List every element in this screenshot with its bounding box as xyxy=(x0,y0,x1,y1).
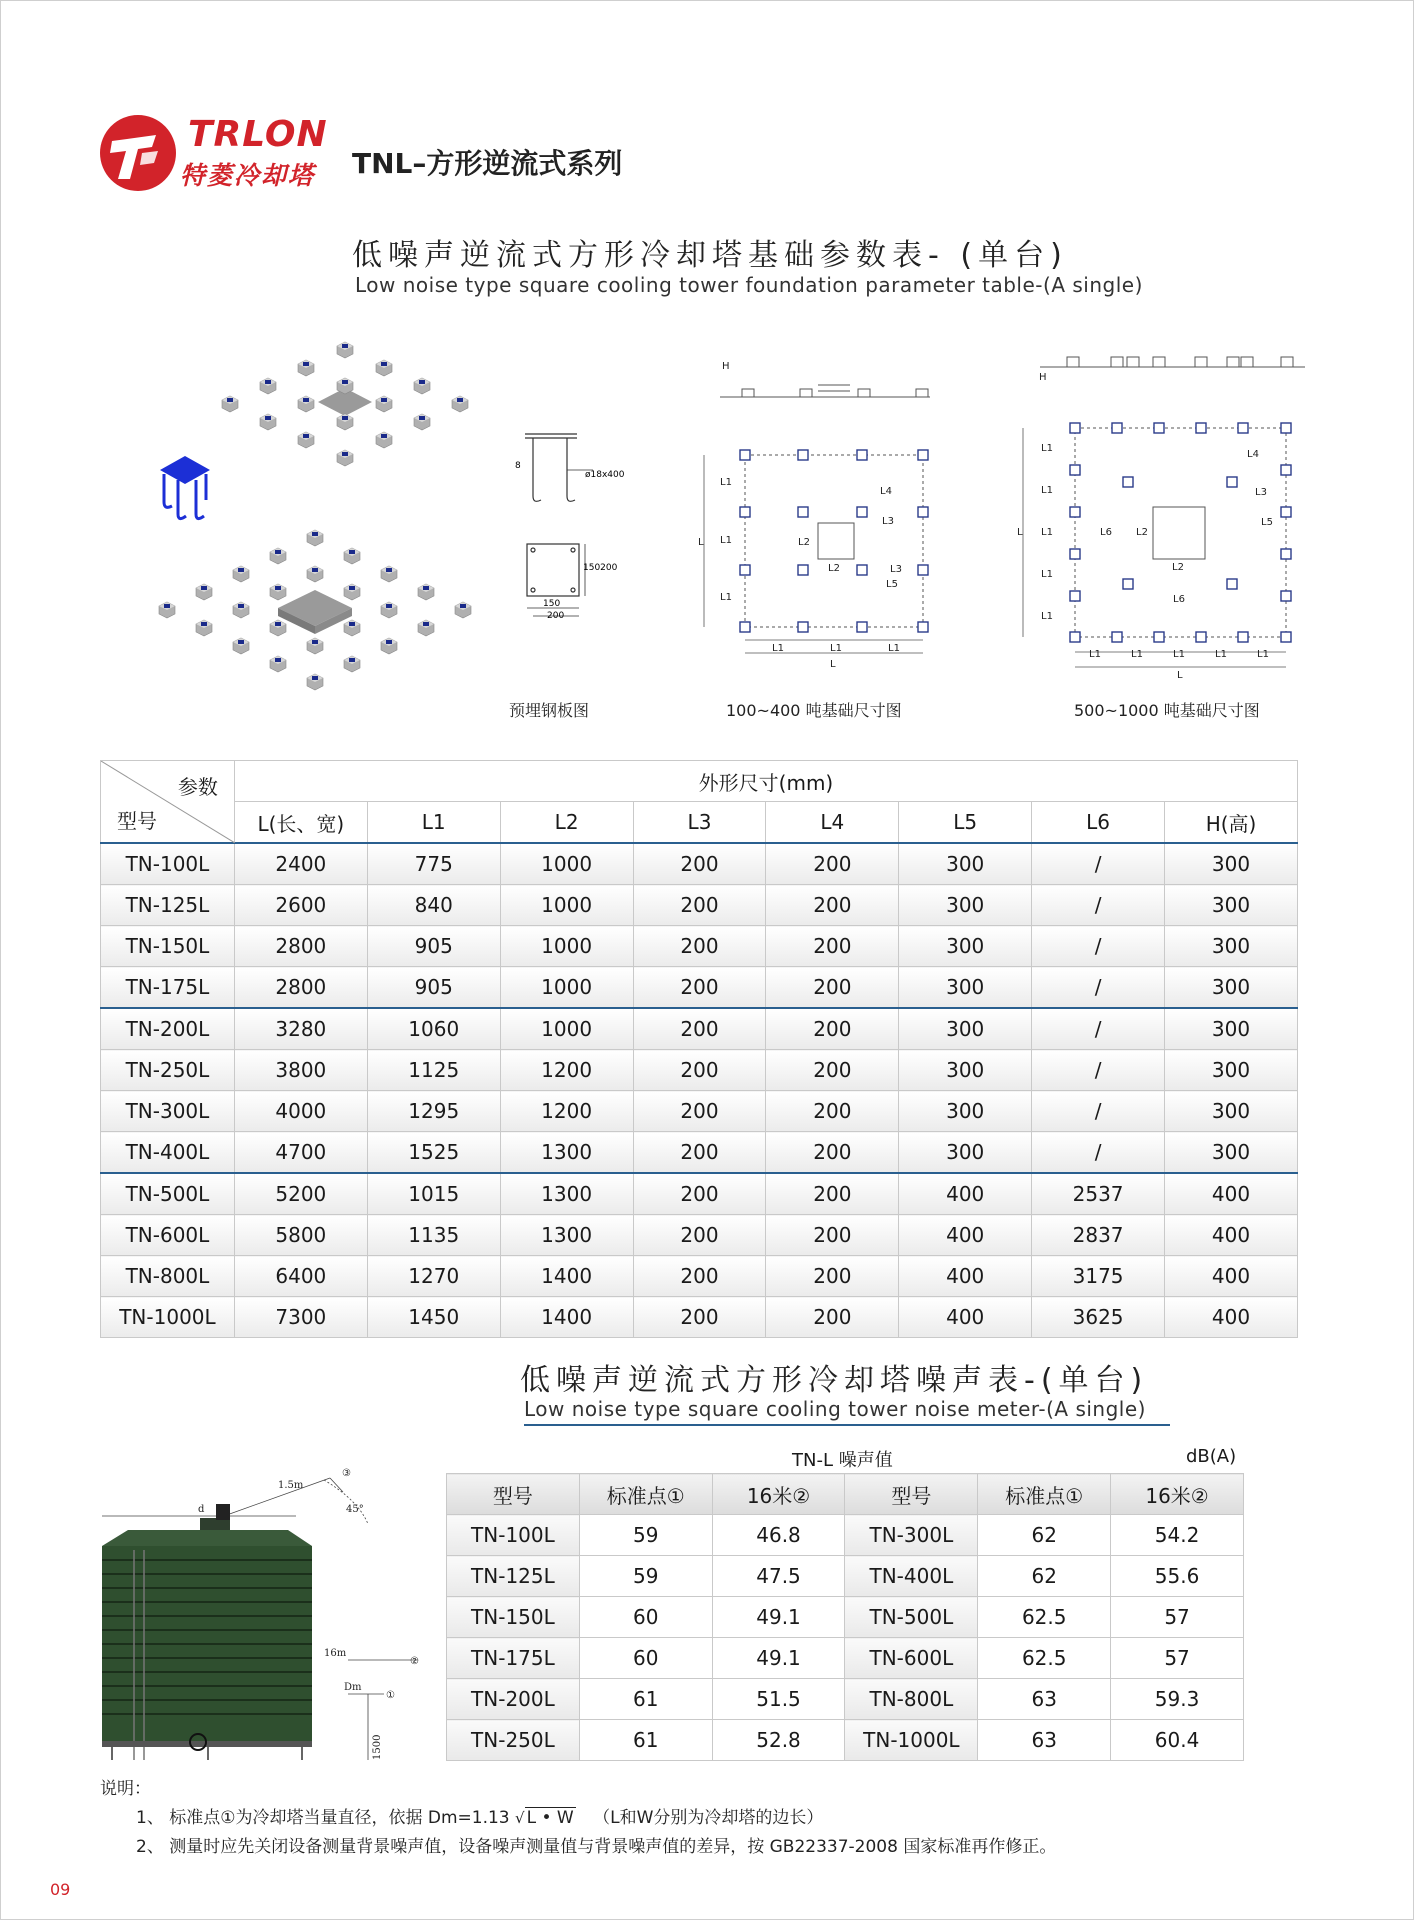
plan1-label-L4: L4 xyxy=(880,486,892,497)
noise-value-cell: 54.2 xyxy=(1111,1515,1244,1556)
value-cell: 7300 xyxy=(234,1297,367,1338)
value-cell: / xyxy=(1032,926,1165,967)
value-cell: 200 xyxy=(633,1173,766,1215)
noise-value-cell: 61 xyxy=(579,1679,712,1720)
column-header-row xyxy=(101,802,1298,844)
noise-value-cell: 61 xyxy=(579,1720,712,1761)
table-row xyxy=(101,1297,1298,1338)
tower-label-point3: ③ xyxy=(342,1468,351,1479)
model-cell: TN-800L xyxy=(845,1679,978,1720)
value-cell: 1200 xyxy=(500,1091,633,1132)
value-cell: 400 xyxy=(899,1297,1032,1338)
corner-header-cell xyxy=(101,761,235,844)
plan2-label-L1-j: L1 xyxy=(1257,649,1269,660)
value-cell: 300 xyxy=(1165,1132,1298,1174)
value-cell: 1400 xyxy=(500,1297,633,1338)
plan1-label-L3b: L3 xyxy=(890,564,902,575)
value-cell: 400 xyxy=(1165,1256,1298,1297)
column-header: L2 xyxy=(500,802,633,844)
brand-name-cn: 特菱冷却塔 xyxy=(180,161,316,190)
model-cell: TN-300L xyxy=(101,1091,235,1132)
value-cell: 5200 xyxy=(234,1173,367,1215)
plan2-label-L1-a: L1 xyxy=(1041,443,1053,454)
value-cell: 300 xyxy=(1165,967,1298,1009)
noise-value-cell: 46.8 xyxy=(712,1515,845,1556)
value-cell: 200 xyxy=(633,1050,766,1091)
page-number: 09 xyxy=(50,1880,71,1899)
value-cell: 400 xyxy=(1165,1297,1298,1338)
plan2-label-L4: L4 xyxy=(1247,449,1259,460)
noise-value-cell: 47.5 xyxy=(712,1556,845,1597)
model-cell: TN-150L xyxy=(101,926,235,967)
corner-param-label: 参数 xyxy=(177,775,218,799)
column-header: L(长、宽) xyxy=(234,802,367,844)
value-cell: 6400 xyxy=(234,1256,367,1297)
value-cell: 200 xyxy=(766,1050,899,1091)
value-cell: 200 xyxy=(766,885,899,926)
value-cell: 905 xyxy=(367,967,500,1009)
plan1-label-L1-a: L1 xyxy=(720,477,732,488)
table-row xyxy=(101,1256,1298,1297)
table-row xyxy=(101,967,1298,1009)
value-cell: 1300 xyxy=(500,1215,633,1256)
value-cell: 200 xyxy=(633,843,766,885)
noise-unit: dB(A) xyxy=(1186,1446,1237,1467)
value-cell: 5800 xyxy=(234,1215,367,1256)
value-cell: 300 xyxy=(1165,926,1298,967)
value-cell: 200 xyxy=(766,1132,899,1174)
value-cell: 200 xyxy=(766,1297,899,1338)
plan2-label-L1-f: L1 xyxy=(1089,649,1101,660)
embedded-plate-drawing xyxy=(505,420,645,630)
model-cell: TN-400L xyxy=(845,1556,978,1597)
column-header: H(高) xyxy=(1165,802,1298,844)
noise-column-header: 型号 xyxy=(447,1474,580,1515)
brand-name-en: TRLON xyxy=(188,114,328,155)
table-row xyxy=(101,1215,1298,1256)
noise-title-underline xyxy=(524,1424,1170,1426)
foundation-parameter-table xyxy=(100,760,1298,1338)
plan1-label-L1-d: L1 xyxy=(772,643,784,654)
model-cell: TN-175L xyxy=(101,967,235,1009)
noise-title-cn: 低噪声逆流式方形冷却塔噪声表-(单台) xyxy=(520,1363,1149,1398)
value-cell: 300 xyxy=(1165,843,1298,885)
noise-column-header: 16米② xyxy=(712,1474,845,1515)
noise-value-cell: 51.5 xyxy=(712,1679,845,1720)
value-cell: 200 xyxy=(766,1091,899,1132)
noise-value-cell: 60.4 xyxy=(1111,1720,1244,1761)
value-cell: 300 xyxy=(899,926,1032,967)
value-cell: / xyxy=(1032,843,1165,885)
value-cell: 200 xyxy=(766,1215,899,1256)
noise-table-row xyxy=(447,1638,1244,1679)
value-cell: 2800 xyxy=(234,967,367,1009)
value-cell: 300 xyxy=(1165,885,1298,926)
tower-label-point2: ② xyxy=(410,1656,419,1667)
model-cell: TN-600L xyxy=(101,1215,235,1256)
noise-table-row xyxy=(447,1515,1244,1556)
noise-column-header: 型号 xyxy=(845,1474,978,1515)
caption-plan-500-1000: 500~1000 吨基础尺寸图 xyxy=(1074,701,1260,720)
value-cell: 775 xyxy=(367,843,500,885)
value-cell: 1270 xyxy=(367,1256,500,1297)
value-cell: 2600 xyxy=(234,885,367,926)
table-row xyxy=(101,885,1298,926)
value-cell: 1295 xyxy=(367,1091,500,1132)
plan1-label-L1-f: L1 xyxy=(888,643,900,654)
value-cell: 1135 xyxy=(367,1215,500,1256)
note-1-suffix: （L和W分别为冷却塔的边长） xyxy=(593,1808,824,1828)
plan1-label-L1-e: L1 xyxy=(830,643,842,654)
column-header: L5 xyxy=(899,802,1032,844)
noise-table-row xyxy=(447,1720,1244,1761)
model-cell: TN-1000L xyxy=(845,1720,978,1761)
caption-embedded-plate: 预埋钢板图 xyxy=(509,701,590,720)
noise-title-en: Low noise type square cooling tower noise meter-(A single) xyxy=(524,1397,1146,1421)
plan2-label-L6-h: L6 xyxy=(1173,594,1185,605)
value-cell: 200 xyxy=(633,1256,766,1297)
value-cell: / xyxy=(1032,885,1165,926)
noise-value-cell: 59 xyxy=(579,1556,712,1597)
value-cell: 200 xyxy=(633,926,766,967)
value-cell: 1300 xyxy=(500,1132,633,1174)
value-cell: 1000 xyxy=(500,843,633,885)
value-cell: / xyxy=(1032,1132,1165,1174)
plan2-label-L2-h: L2 xyxy=(1172,562,1184,573)
tower-label-radius: 1.5m xyxy=(278,1480,304,1491)
note-2: 2、 测量时应先关闭设备测量背景噪声值，设备噪声测量值与背景噪声值的差异，按 GB22337-2008 国家标准再作修正。 xyxy=(136,1837,1057,1857)
model-cell: TN-100L xyxy=(101,843,235,885)
model-cell: TN-125L xyxy=(101,885,235,926)
value-cell: 400 xyxy=(1165,1215,1298,1256)
noise-column-header: 16米② xyxy=(1111,1474,1244,1515)
caption-plan-100-400: 100~400 吨基础尺寸图 xyxy=(726,701,902,720)
value-cell: 4000 xyxy=(234,1091,367,1132)
model-cell: TN-100L xyxy=(447,1515,580,1556)
plan1-label-L-horiz: L xyxy=(830,659,836,670)
plan2-label-L1-g: L1 xyxy=(1131,649,1143,660)
plan1-label-L3: L3 xyxy=(882,516,894,527)
model-cell: TN-500L xyxy=(101,1173,235,1215)
model-cell: TN-175L xyxy=(447,1638,580,1679)
noise-value-cell: 62 xyxy=(978,1515,1111,1556)
table-row xyxy=(101,1091,1298,1132)
model-cell: TN-200L xyxy=(447,1679,580,1720)
value-cell: 1015 xyxy=(367,1173,500,1215)
noise-table-row xyxy=(447,1679,1244,1720)
noise-value-cell: 59.3 xyxy=(1111,1679,1244,1720)
model-cell: TN-1000L xyxy=(101,1297,235,1338)
value-cell: / xyxy=(1032,1091,1165,1132)
tower-label-d: d xyxy=(198,1504,205,1515)
tower-label-angle: 45° xyxy=(346,1504,364,1515)
noise-value-cell: 59 xyxy=(579,1515,712,1556)
value-cell: 1060 xyxy=(367,1008,500,1050)
noise-table-body xyxy=(447,1515,1244,1761)
plate-dim-rod: ø18x400 xyxy=(585,470,625,480)
noise-value-cell: 62 xyxy=(978,1556,1111,1597)
plan1-label-L-vert: L xyxy=(698,537,704,548)
value-cell: 300 xyxy=(1165,1091,1298,1132)
column-header: L6 xyxy=(1032,802,1165,844)
model-cell: TN-600L xyxy=(845,1638,978,1679)
plate-dim-8: 8 xyxy=(515,461,521,471)
plan2-label-L1-e: L1 xyxy=(1041,611,1053,622)
noise-table-row xyxy=(447,1556,1244,1597)
model-cell: TN-250L xyxy=(447,1720,580,1761)
value-cell: 200 xyxy=(766,1008,899,1050)
value-cell: 200 xyxy=(633,1215,766,1256)
model-cell: TN-300L xyxy=(845,1515,978,1556)
plan2-label-L5: L5 xyxy=(1261,517,1273,528)
value-cell: 300 xyxy=(899,1050,1032,1091)
plan2-label-L6-v: L6 xyxy=(1100,527,1112,538)
plan1-label-L1-c: L1 xyxy=(720,592,732,603)
foundation-title-cn: 低噪声逆流式方形冷却塔基础参数表- (单台) xyxy=(352,238,1068,273)
note-1-formula: L • W xyxy=(526,1808,574,1828)
noise-value-cell: 49.1 xyxy=(712,1638,845,1679)
value-cell: 1450 xyxy=(367,1297,500,1338)
value-cell: 200 xyxy=(633,885,766,926)
plan2-label-L1-c: L1 xyxy=(1041,527,1053,538)
plan1-label-L5: L5 xyxy=(886,579,898,590)
value-cell: 905 xyxy=(367,926,500,967)
value-cell: 2537 xyxy=(1032,1173,1165,1215)
value-cell: 840 xyxy=(367,885,500,926)
noise-value-cell: 52.8 xyxy=(712,1720,845,1761)
value-cell: 200 xyxy=(766,1173,899,1215)
plan2-label-L-vert: L xyxy=(1017,527,1023,538)
model-cell: TN-250L xyxy=(101,1050,235,1091)
noise-value-cell: 49.1 xyxy=(712,1597,845,1638)
value-cell: 1300 xyxy=(500,1173,633,1215)
note-1 xyxy=(136,1803,823,1828)
corner-model-label: 型号 xyxy=(117,809,157,833)
value-cell: 1125 xyxy=(367,1050,500,1091)
model-cell: TN-125L xyxy=(447,1556,580,1597)
foundation-title-en: Low noise type square cooling tower foundation parameter table-(A single) xyxy=(355,273,1143,297)
tower-label-16m: 16m xyxy=(324,1648,347,1659)
noise-table-row xyxy=(447,1597,1244,1638)
plan2-label-L1-h: L1 xyxy=(1173,649,1185,660)
value-cell: 1000 xyxy=(500,885,633,926)
value-cell: 3800 xyxy=(234,1050,367,1091)
noise-value-cell: 60 xyxy=(579,1638,712,1679)
foundation-table-body xyxy=(101,843,1298,1338)
noise-value-cell: 63 xyxy=(978,1720,1111,1761)
value-cell: 1000 xyxy=(500,967,633,1009)
plan2-label-L1-i: L1 xyxy=(1215,649,1227,660)
value-cell: 2800 xyxy=(234,926,367,967)
value-cell: 400 xyxy=(899,1173,1032,1215)
model-cell: TN-150L xyxy=(447,1597,580,1638)
noise-value-cell: 57 xyxy=(1111,1597,1244,1638)
plate-dim-200: 200 xyxy=(547,611,565,621)
value-cell: 200 xyxy=(633,1091,766,1132)
table-row xyxy=(101,843,1298,885)
value-cell: 200 xyxy=(633,1132,766,1174)
value-cell: 1525 xyxy=(367,1132,500,1174)
plan1-label-L1-b: L1 xyxy=(720,535,732,546)
notes-heading: 说明： xyxy=(100,1779,151,1799)
table-row xyxy=(101,1173,1298,1215)
plan2-label-L-horiz: L xyxy=(1177,670,1183,681)
tower-label-dm: Dm xyxy=(344,1682,362,1693)
value-cell: 4700 xyxy=(234,1132,367,1174)
plan1-label-L2-h: L2 xyxy=(828,563,840,574)
value-cell: 400 xyxy=(1165,1173,1298,1215)
value-cell: 2400 xyxy=(234,843,367,885)
value-cell: 3280 xyxy=(234,1008,367,1050)
value-cell: 200 xyxy=(633,1008,766,1050)
noise-column-header: 标准点① xyxy=(978,1474,1111,1515)
value-cell: / xyxy=(1032,1050,1165,1091)
value-cell: 300 xyxy=(899,1091,1032,1132)
plan1-label-L2-v: L2 xyxy=(798,537,810,548)
noise-table-title: TN-L 噪声值 xyxy=(792,1450,893,1471)
group-header-dimensions: 外形尺寸(mm) xyxy=(234,761,1297,802)
noise-value-cell: 62.5 xyxy=(978,1638,1111,1679)
column-header: L4 xyxy=(766,802,899,844)
noise-value-cell: 60 xyxy=(579,1597,712,1638)
value-cell: 200 xyxy=(766,926,899,967)
model-cell: TN-200L xyxy=(101,1008,235,1050)
value-cell: 300 xyxy=(1165,1050,1298,1091)
foundation-plan-500-1000 xyxy=(1015,345,1315,685)
cooling-tower-noise-diagram xyxy=(98,1460,438,1770)
value-cell: 400 xyxy=(899,1215,1032,1256)
value-cell: 1000 xyxy=(500,1008,633,1050)
value-cell: / xyxy=(1032,1008,1165,1050)
sqrt-icon: √ xyxy=(515,1809,525,1827)
model-cell: TN-400L xyxy=(101,1132,235,1174)
value-cell: 300 xyxy=(899,885,1032,926)
table-row xyxy=(101,1050,1298,1091)
plan2-label-L3: L3 xyxy=(1255,487,1267,498)
value-cell: 3625 xyxy=(1032,1297,1165,1338)
plan2-label-H: H xyxy=(1039,372,1047,383)
foundation-isometric-image xyxy=(150,330,480,715)
plate-dim-150: 150 xyxy=(543,599,561,609)
value-cell: 1400 xyxy=(500,1256,633,1297)
tower-label-point1: ① xyxy=(386,1690,395,1701)
value-cell: 1000 xyxy=(500,926,633,967)
value-cell: 200 xyxy=(633,967,766,1009)
table-row xyxy=(101,1008,1298,1050)
noise-table xyxy=(446,1473,1244,1761)
value-cell: / xyxy=(1032,967,1165,1009)
value-cell: 2837 xyxy=(1032,1215,1165,1256)
value-cell: 300 xyxy=(899,843,1032,885)
value-cell: 300 xyxy=(1165,1008,1298,1050)
value-cell: 300 xyxy=(899,1132,1032,1174)
plan1-label-H: H xyxy=(722,361,730,372)
column-header: L3 xyxy=(633,802,766,844)
value-cell: 400 xyxy=(899,1256,1032,1297)
value-cell: 300 xyxy=(899,967,1032,1009)
noise-column-header-row xyxy=(447,1474,1244,1515)
value-cell: 200 xyxy=(633,1297,766,1338)
noise-column-header: 标准点① xyxy=(579,1474,712,1515)
model-cell: TN-500L xyxy=(845,1597,978,1638)
noise-value-cell: 62.5 xyxy=(978,1597,1111,1638)
plate-dim-side: 150200 xyxy=(583,563,618,573)
plan2-label-L1-b: L1 xyxy=(1041,485,1053,496)
plan2-label-L1-d: L1 xyxy=(1041,569,1053,580)
plan2-label-L2-v: L2 xyxy=(1136,527,1148,538)
value-cell: 1200 xyxy=(500,1050,633,1091)
tower-label-1500: 1500 xyxy=(372,1734,383,1760)
column-header: L1 xyxy=(367,802,500,844)
noise-value-cell: 55.6 xyxy=(1111,1556,1244,1597)
value-cell: 200 xyxy=(766,967,899,1009)
model-cell: TN-800L xyxy=(101,1256,235,1297)
table-row xyxy=(101,926,1298,967)
series-title: TNL–方形逆流式系列 xyxy=(352,147,623,180)
note-1-prefix: 1、 标准点①为冷却塔当量直径，依据 Dm=1.13 xyxy=(136,1808,510,1828)
trlon-logo xyxy=(98,113,178,193)
value-cell: 200 xyxy=(766,1256,899,1297)
value-cell: 200 xyxy=(766,843,899,885)
noise-value-cell: 57 xyxy=(1111,1638,1244,1679)
foundation-plan-100-400 xyxy=(690,355,940,675)
table-row xyxy=(101,1132,1298,1174)
noise-value-cell: 63 xyxy=(978,1679,1111,1720)
value-cell: 3175 xyxy=(1032,1256,1165,1297)
value-cell: 300 xyxy=(899,1008,1032,1050)
